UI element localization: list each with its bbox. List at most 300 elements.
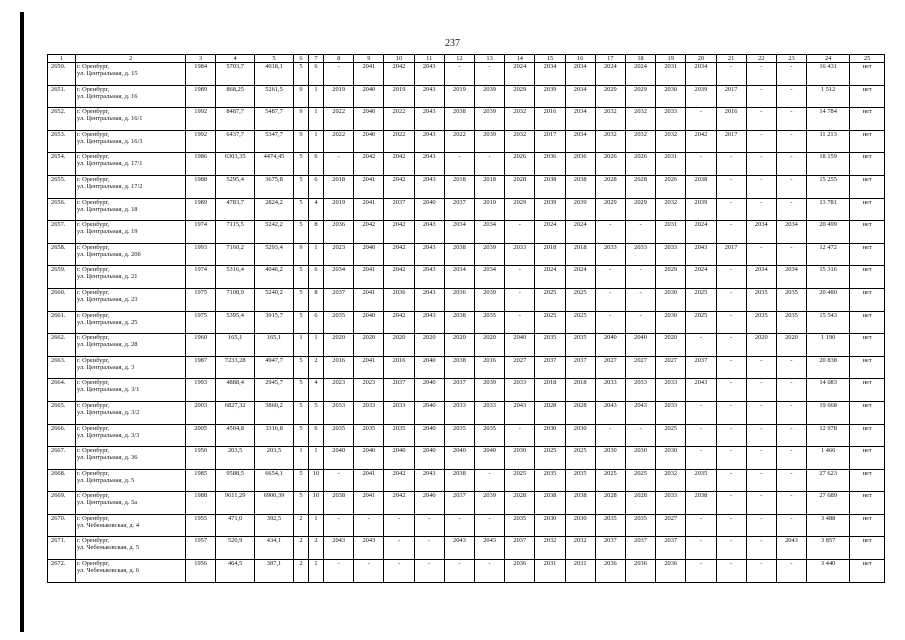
table-cell: - (686, 153, 716, 176)
table-cell: 2035 (746, 288, 776, 311)
table-cell: 2035 (565, 469, 595, 492)
table-cell: 2043 (686, 379, 716, 402)
table-cell: нет (850, 85, 885, 108)
table-cell: - (776, 130, 806, 153)
table-cell: 2040 (354, 311, 384, 334)
table-cell: 2019 (444, 85, 474, 108)
table-cell: 11 213 (807, 130, 850, 153)
table-cell: - (324, 514, 354, 537)
table-cell: 27 689 (807, 492, 850, 515)
table-cell: 1 466 (807, 447, 850, 470)
address-cell: г. Оренбург, ул. Центральная, д. 16 (76, 85, 186, 108)
address-cell: г. Оренбург, ул. Центральная, д. 25 (76, 311, 186, 334)
table-cell: 2038 (565, 492, 595, 515)
column-header: 7 (308, 55, 323, 63)
data-table (47, 54, 885, 583)
table-cell: 13 781 (807, 198, 850, 221)
table-cell: 2043 (414, 288, 444, 311)
table-cell: 2029 (656, 266, 686, 289)
table-cell: 5 (293, 356, 308, 379)
table-cell: - (776, 492, 806, 515)
table-cell: 2026 (595, 153, 625, 176)
table-cell: 2020 (475, 334, 505, 357)
table-cell: 2041 (354, 356, 384, 379)
table-cell: нет (850, 514, 885, 537)
table-cell: - (746, 492, 776, 515)
table-cell: - (324, 153, 354, 176)
table-cell: 2035 (565, 334, 595, 357)
address-cell: г. Оренбург, ул. Центральная, д. 3/1 (76, 379, 186, 402)
table-cell: 2043 (625, 401, 655, 424)
table-cell: - (505, 424, 535, 447)
table-cell: 2036 (656, 560, 686, 583)
table-cell: 2043 (505, 401, 535, 424)
table-cell: 2034 (444, 221, 474, 244)
row-number-cell: 2651. (48, 85, 76, 108)
table-cell: 2038 (444, 108, 474, 131)
table-cell: 2041 (354, 63, 384, 86)
table-cell: - (686, 401, 716, 424)
table-cell: 5295,4 (216, 175, 255, 198)
table-cell: 3 857 (807, 537, 850, 560)
table-cell: нет (850, 311, 885, 334)
table-cell: 2018 (565, 379, 595, 402)
table-cell: 1992 (186, 130, 216, 153)
table-row (48, 108, 885, 131)
table-cell: 2029 (625, 85, 655, 108)
table-cell: 2037 (384, 379, 414, 402)
table-cell: - (746, 243, 776, 266)
table-cell: 1 (308, 447, 323, 470)
table-cell: 2034 (324, 266, 354, 289)
table-cell: - (746, 401, 776, 424)
column-header: 1 (48, 55, 76, 63)
table-cell: нет (850, 560, 885, 583)
table-cell: 2033 (384, 401, 414, 424)
table-cell: 2024 (535, 221, 565, 244)
table-cell: 2025 (595, 469, 625, 492)
table-cell: 2033 (324, 401, 354, 424)
table-cell: - (746, 356, 776, 379)
table-cell: - (716, 401, 746, 424)
table-cell: 2039 (686, 198, 716, 221)
table-cell: 2033 (656, 492, 686, 515)
table-row (48, 221, 885, 244)
table-cell: 1984 (186, 63, 216, 86)
table-cell: 2018 (565, 243, 595, 266)
table-cell: 5 (293, 492, 308, 515)
table-row (48, 288, 885, 311)
table-cell: 2016 (535, 108, 565, 131)
table-cell: 2031 (565, 560, 595, 583)
table-cell: 2041 (354, 469, 384, 492)
table-cell: 2016 (324, 356, 354, 379)
row-number-cell: 2653. (48, 130, 76, 153)
table-cell: 9611,29 (216, 492, 255, 515)
table-cell: - (384, 514, 414, 537)
table-cell: 1985 (186, 469, 216, 492)
table-cell: 2033 (625, 379, 655, 402)
table-cell: 2034 (746, 266, 776, 289)
table-cell: 2019 (324, 85, 354, 108)
table-cell: - (414, 560, 444, 583)
table-cell: 5 (308, 401, 323, 424)
table-cell: 14 083 (807, 379, 850, 402)
table-cell: 2040 (354, 130, 384, 153)
table-cell: 18 159 (807, 153, 850, 176)
table-cell: 2025 (535, 447, 565, 470)
table-cell: - (716, 288, 746, 311)
table-cell: 6900,39 (255, 492, 294, 515)
table-cell: - (746, 514, 776, 537)
table-cell: 464,5 (216, 560, 255, 583)
table-cell: - (384, 537, 414, 560)
table-cell: - (354, 560, 384, 583)
table-cell: 10 (308, 469, 323, 492)
table-cell: 2824,2 (255, 198, 294, 221)
table-cell: 2036 (595, 560, 625, 583)
table-cell: 5261,5 (255, 85, 294, 108)
table-cell: 5395,4 (216, 311, 255, 334)
column-header: 18 (625, 55, 655, 63)
table-cell: 2031 (535, 560, 565, 583)
address-cell: г. Оренбург, ул. Центральная, д. 28 (76, 334, 186, 357)
table-cell: 2016 (384, 356, 414, 379)
table-cell: 2025 (686, 311, 716, 334)
table-cell: 2035 (535, 334, 565, 357)
table-cell: - (625, 311, 655, 334)
table-cell: 2025 (686, 288, 716, 311)
table-cell: 2030 (565, 514, 595, 537)
table-cell: 2003 (186, 401, 216, 424)
table-cell: нет (850, 243, 885, 266)
table-cell: 2042 (384, 63, 414, 86)
address-cell: г. Оренбург, ул. Чебеньковская, д. 5 (76, 537, 186, 560)
table-cell: 2037 (384, 198, 414, 221)
table-cell: 15 543 (807, 311, 850, 334)
table-cell: 2039 (565, 198, 595, 221)
table-row (48, 492, 885, 515)
table-cell: 2020 (414, 334, 444, 357)
table-cell: 2032 (625, 130, 655, 153)
table-cell: 4504,8 (216, 424, 255, 447)
address-cell: г. Оренбург, ул. Центральная, д. 19 (76, 221, 186, 244)
table-cell: - (324, 63, 354, 86)
table-cell: 2035 (384, 424, 414, 447)
table-cell: - (716, 424, 746, 447)
table-cell: 2035 (776, 288, 806, 311)
table-cell: - (595, 311, 625, 334)
table-cell: - (686, 537, 716, 560)
column-header: 19 (656, 55, 686, 63)
table-cell: 1993 (186, 379, 216, 402)
table-cell: 2029 (505, 85, 535, 108)
table-cell: 2040 (414, 447, 444, 470)
table-cell: - (776, 424, 806, 447)
table-cell: 2043 (686, 243, 716, 266)
table-cell: 6 (308, 266, 323, 289)
table-cell: - (505, 311, 535, 334)
table-cell: - (776, 63, 806, 86)
table-cell: 1 (293, 447, 308, 470)
table-cell: 2019 (324, 198, 354, 221)
table-cell: 2042 (686, 130, 716, 153)
table-cell: 2032 (656, 469, 686, 492)
table-cell: 2032 (505, 130, 535, 153)
column-header: 2 (76, 55, 186, 63)
table-cell: 2036 (324, 221, 354, 244)
table-cell: 2020 (656, 334, 686, 357)
address-cell: г. Оренбург, ул. Центральная, д. 16/3 (76, 130, 186, 153)
row-number-cell: 2667. (48, 447, 76, 470)
table-cell: 2020 (776, 334, 806, 357)
table-cell: 2037 (565, 356, 595, 379)
table-cell: 20 480 (807, 288, 850, 311)
table-row (48, 379, 885, 402)
table-cell: 2040 (354, 85, 384, 108)
table-cell: 2017 (716, 130, 746, 153)
table-cell: 5703,7 (216, 63, 255, 86)
table-cell: 6303,35 (216, 153, 255, 176)
table-header (48, 55, 885, 63)
table-cell: 2025 (505, 469, 535, 492)
page-number: 237 (445, 38, 460, 49)
table-cell: 2035 (505, 514, 535, 537)
table-cell: 2040 (414, 492, 444, 515)
table-cell: 2034 (475, 266, 505, 289)
table-cell: - (444, 63, 474, 86)
table-cell: 16 431 (807, 63, 850, 86)
table-cell: - (384, 560, 414, 583)
table-cell: 15 316 (807, 266, 850, 289)
table-cell: 6 (308, 175, 323, 198)
table-cell: - (324, 469, 354, 492)
table-cell: 12 978 (807, 424, 850, 447)
table-cell: 1974 (186, 221, 216, 244)
table-cell: 203,5 (255, 447, 294, 470)
row-number-cell: 2650. (48, 63, 76, 86)
table-cell: - (475, 514, 505, 537)
table-cell: 2037 (444, 492, 474, 515)
table-cell: 2030 (505, 447, 535, 470)
table-cell: 2038 (535, 175, 565, 198)
column-header: 20 (686, 55, 716, 63)
table-cell: 2035 (324, 424, 354, 447)
table-cell: 2026 (625, 153, 655, 176)
row-number-cell: 2659. (48, 266, 76, 289)
table-cell: 2034 (776, 221, 806, 244)
table-cell: 2037 (595, 537, 625, 560)
table-cell: 2024 (535, 266, 565, 289)
table-cell: 2030 (565, 424, 595, 447)
row-number-cell: 2668. (48, 469, 76, 492)
table-cell: 6437,7 (216, 130, 255, 153)
table-cell: - (776, 153, 806, 176)
table-cell: 2024 (686, 221, 716, 244)
table-cell: - (324, 560, 354, 583)
table-cell: 2042 (384, 243, 414, 266)
row-number-cell: 2662. (48, 334, 76, 357)
address-cell: г. Оренбург, ул. Чебеньковская, д. 6 (76, 560, 186, 583)
table-cell: - (414, 537, 444, 560)
table-cell: 5293,4 (255, 243, 294, 266)
table-cell: 2043 (414, 221, 444, 244)
row-number-cell: 2672. (48, 560, 76, 583)
table-cell: 2035 (535, 469, 565, 492)
table-cell: 2022 (324, 108, 354, 131)
table-cell: 2039 (475, 288, 505, 311)
table-cell: нет (850, 175, 885, 198)
table-cell: 2039 (535, 85, 565, 108)
table-cell: - (444, 514, 474, 537)
row-number-cell: 2665. (48, 401, 76, 424)
table-cell: - (746, 198, 776, 221)
table-cell: 2018 (535, 379, 565, 402)
table-cell: 4018,1 (255, 63, 294, 86)
table-cell: 2043 (414, 243, 444, 266)
address-cell: г. Оренбург, ул. Центральная, д. 21 (76, 266, 186, 289)
table-cell: 2016 (716, 108, 746, 131)
table-cell: 14 784 (807, 108, 850, 131)
table-cell: 2043 (475, 537, 505, 560)
table-cell: 2017 (716, 243, 746, 266)
table-cell: - (716, 447, 746, 470)
table-cell: 2033 (656, 379, 686, 402)
table-cell: 2039 (535, 198, 565, 221)
table-cell: 2 (293, 560, 308, 583)
table-cell: - (746, 560, 776, 583)
table-cell: - (746, 108, 776, 131)
table-cell: нет (850, 221, 885, 244)
table-cell: 2018 (535, 243, 565, 266)
table-cell: - (716, 356, 746, 379)
row-number-cell: 2656. (48, 198, 76, 221)
table-cell: 2040 (414, 198, 444, 221)
table-cell: - (716, 63, 746, 86)
table-cell: 2030 (656, 85, 686, 108)
row-number-cell: 2658. (48, 243, 76, 266)
row-number-cell: 2655. (48, 175, 76, 198)
table-row (48, 401, 885, 424)
table-cell: 5 (293, 379, 308, 402)
table-cell: - (776, 514, 806, 537)
table-cell: 5316,4 (216, 266, 255, 289)
column-header: 10 (384, 55, 414, 63)
table-cell: 2 (308, 356, 323, 379)
table-row (48, 334, 885, 357)
table-cell: 520,9 (216, 537, 255, 560)
table-cell: 8487,7 (216, 108, 255, 131)
table-cell: 9 (293, 108, 308, 131)
table-cell: 2042 (384, 311, 414, 334)
table-cell: 5 (293, 221, 308, 244)
table-cell: 5 (293, 153, 308, 176)
table-cell: 165,1 (216, 334, 255, 357)
table-cell: - (776, 469, 806, 492)
table-cell: нет (850, 447, 885, 470)
table-cell: 6827,32 (216, 401, 255, 424)
column-header: 11 (414, 55, 444, 63)
table-cell: нет (850, 108, 885, 131)
table-row (48, 153, 885, 176)
address-cell: г. Оренбург, ул. Центральная, д. 5а (76, 492, 186, 515)
table-cell: 203,5 (216, 447, 255, 470)
column-header: 9 (354, 55, 384, 63)
table-row (48, 514, 885, 537)
table-cell: 2036 (444, 288, 474, 311)
table-cell: 2025 (565, 447, 595, 470)
table-body (48, 63, 885, 583)
table-cell: 2033 (625, 243, 655, 266)
table-cell: 1975 (186, 311, 216, 334)
table-cell: нет (850, 401, 885, 424)
table-row (48, 85, 885, 108)
table-cell: 2035 (686, 469, 716, 492)
table-cell: 2040 (625, 334, 655, 357)
table-cell: 2038 (444, 243, 474, 266)
table-cell: нет (850, 469, 885, 492)
table-cell: нет (850, 379, 885, 402)
column-header: 15 (535, 55, 565, 63)
address-cell: г. Оренбург, ул. Центральная, д. 20б (76, 243, 186, 266)
table-cell: 2024 (686, 266, 716, 289)
table-cell: 20 499 (807, 221, 850, 244)
table-cell: 2042 (354, 153, 384, 176)
table-cell: - (686, 560, 716, 583)
table-cell: 2 (293, 537, 308, 560)
table-cell: 2035 (595, 514, 625, 537)
table-cell: 387,1 (255, 560, 294, 583)
table-cell: 2028 (595, 175, 625, 198)
table-cell: 2043 (354, 537, 384, 560)
table-cell: 7160,2 (216, 243, 255, 266)
table-cell: 2043 (414, 175, 444, 198)
row-number-cell: 2666. (48, 424, 76, 447)
table-cell: 2020 (746, 334, 776, 357)
table-cell: 2023 (354, 379, 384, 402)
table-cell: 2041 (354, 492, 384, 515)
table-cell: 5 (293, 175, 308, 198)
table-cell: 3 440 (807, 560, 850, 583)
table-cell: 2043 (444, 537, 474, 560)
table-cell: - (716, 311, 746, 334)
table-cell: 2038 (444, 311, 474, 334)
table-cell: 2039 (475, 379, 505, 402)
address-cell: г. Оренбург, ул. Центральная, д. 36 (76, 447, 186, 470)
table-cell: нет (850, 424, 885, 447)
table-cell: 2040 (414, 379, 444, 402)
table-cell: 15 255 (807, 175, 850, 198)
address-cell: г. Оренбург, ул. Центральная, д. 23 (76, 288, 186, 311)
table-cell: 2019 (475, 198, 505, 221)
table-cell: нет (850, 153, 885, 176)
column-header: 12 (444, 55, 474, 63)
table-cell: - (595, 221, 625, 244)
table-cell: - (716, 492, 746, 515)
table-row (48, 424, 885, 447)
table-cell: 2042 (384, 266, 414, 289)
table-cell: 2040 (384, 447, 414, 470)
column-header: 4 (216, 55, 255, 63)
table-cell: 2033 (475, 401, 505, 424)
table-cell: 6 (308, 424, 323, 447)
table-cell: 2019 (384, 85, 414, 108)
row-number-cell: 2660. (48, 288, 76, 311)
table-cell: - (776, 243, 806, 266)
table-cell: 2035 (354, 424, 384, 447)
table-cell: 2005 (186, 424, 216, 447)
table-cell: 2030 (656, 311, 686, 334)
